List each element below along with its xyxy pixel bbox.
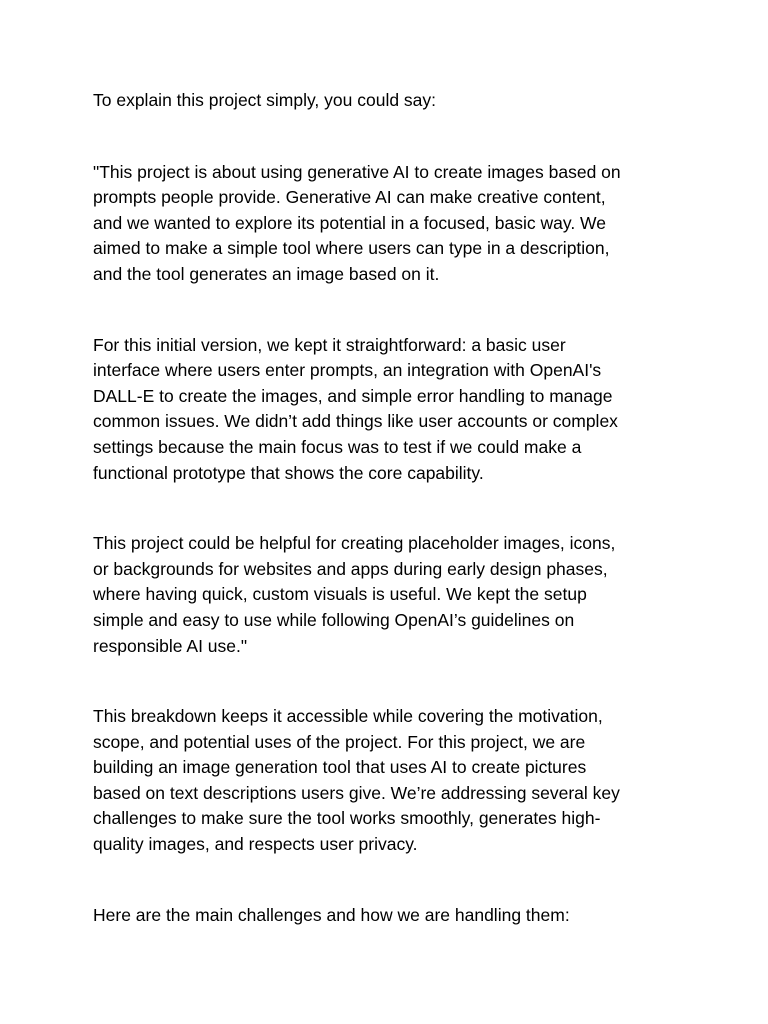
text-line: simple and easy to use while following OpenAI’s guidelines on bbox=[93, 609, 575, 630]
paragraph-challenges-intro bbox=[93, 903, 693, 929]
paragraph-use-cases bbox=[93, 531, 693, 659]
text-line: To explain this project simply, you could say: bbox=[93, 90, 437, 110]
document-body bbox=[93, 88, 693, 973]
paragraph-intro bbox=[93, 88, 693, 114]
text-line: or backgrounds for websites and apps during early design phases, bbox=[93, 558, 608, 579]
text-line: quality images, and respects user privacy. bbox=[93, 834, 418, 855]
text-line: scope, and potential uses of the project. For this project, we are bbox=[93, 731, 586, 752]
text-line: where having quick, custom visuals is useful. We kept the setup bbox=[93, 584, 587, 605]
text-line: DALL-E to create the images, and simple error handling to manage bbox=[93, 385, 613, 406]
text-line: prompts people provide. Generative AI can make creative content, bbox=[93, 187, 606, 208]
text-line: challenges to make sure the tool works smoothly, generates high- bbox=[93, 808, 601, 829]
text-line: responsible AI use." bbox=[93, 635, 248, 656]
text-line: settings because the main focus was to test if we could make a bbox=[93, 436, 582, 457]
text-line: This breakdown keeps it accessible while covering the motivation, bbox=[93, 706, 603, 727]
text-line: common issues. We didn’t add things like user accounts or complex bbox=[93, 411, 618, 432]
text-line: and we wanted to explore its potential in a focused, basic way. We bbox=[93, 212, 606, 233]
text-line: building an image generation tool that uses AI to create pictures bbox=[93, 757, 587, 778]
paragraph-project-summary bbox=[93, 160, 693, 288]
paragraph-breakdown bbox=[93, 704, 693, 858]
text-line: "This project is about using generative AI to create images based on bbox=[93, 161, 621, 182]
paragraph-initial-version bbox=[93, 333, 693, 487]
text-line: For this initial version, we kept it straightforward: a basic user bbox=[93, 334, 566, 355]
text-line: based on text descriptions users give. We’re addressing several key bbox=[93, 782, 620, 803]
text-line: This project could be helpful for creating placeholder images, icons, bbox=[93, 533, 616, 554]
text-line: functional prototype that shows the core capability. bbox=[93, 462, 484, 483]
text-line: aimed to make a simple tool where users can type in a description, bbox=[93, 238, 610, 259]
text-line: interface where users enter prompts, an integration with OpenAI's bbox=[93, 360, 602, 381]
text-line: and the tool generates an image based on it. bbox=[93, 263, 440, 284]
text-line: Here are the main challenges and how we are handling them: bbox=[93, 904, 570, 925]
